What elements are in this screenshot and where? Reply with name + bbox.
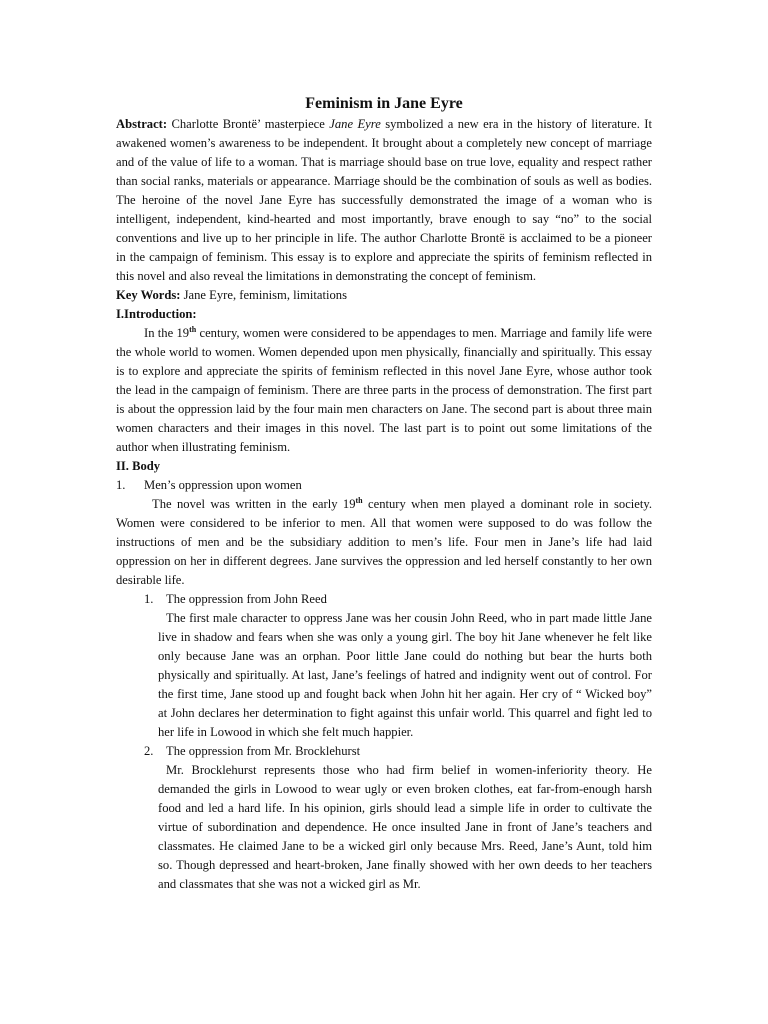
subsection-2-number: 2. [144,744,154,758]
keywords-paragraph [116,286,652,305]
keywords-label: Key Words: [116,288,181,302]
subsection-item-1 [116,590,652,609]
subsection-2-title: The oppression from Mr. Brocklehurst [166,744,361,758]
keywords-text: Jane Eyre, feminism, limitations [180,288,347,302]
intro-heading [116,305,652,324]
section-item-1 [116,476,652,495]
section-1-paragraph [116,495,652,590]
subsection-1-paragraph: The first male character to oppress Jane was her cousin John Reed, who in part made little Jane live in shadow and fears when she was only a young girl. The boy hit Jane whenever he felt like only because Jane was an orphan. Poor little Jane could do nothing but bear the hurts both physically and spiritually. At last, Jane’s feelings of hatred and indignity went out of control. For the first time, Jane stood up and fought back when John hit her again. Her cry of “ Wicked boy” at John declares her determination to fight against this unfair world. This quarrel and fight led to her life in Lowood in which she felt much happier. [158,611,652,739]
intro-text-before: In the 19 [144,326,190,340]
abstract-italic-title: Jane Eyre [329,117,381,131]
section-item-1-number: 1. [116,478,126,492]
intro-paragraph [116,324,652,457]
subsection-1-title: The oppression from John Reed [166,592,327,606]
abstract-paragraph [116,115,652,286]
section-1-text-before: The novel was written in the early 19 [152,497,356,511]
section-1-text-after: century when men played a dominant role in society. Women were considered to be inferior to men. All that women were supposed to do was follow the instructions of men and be the subsidiary addition to men’s life. Four men in Jane’s life had laid oppression on her in different degrees. Jane survives the oppression and led herself constantly to her own desirable life. [116,497,652,587]
section-item-1-title: Men’s oppression upon women [144,478,302,492]
intro-superscript: th [189,324,197,334]
body-heading-text: II. Body [116,459,161,473]
subsection-1-number: 1. [144,592,154,606]
subsection-2-paragraph: Mr. Brocklehurst represents those who had firm belief in women-inferiority theory. He demanded the girls in Lowood to wear ugly or even broken clothes, eat far-from-enough harsh food and led a hard life. In his opinion, girls should lead a simple life in order to cultivate the virtue of subordination and dependence. He once insulted Jane in front of Jane’s teachers and classmates. He claimed Jane to be a wicked girl only because Mrs. Reed, Jane’s Aunt, told him so. Though depressed and heart-broken, Jane finally showed with her own deeds to her teachers and classmates that she was not a wicked girl as Mr. [158,763,652,891]
document-page [116,94,652,894]
section-1-superscript: th [355,495,363,505]
body-heading [116,457,652,476]
abstract-text-before: Charlotte Brontë’ masterpiece [167,117,330,131]
abstract-label: Abstract: [116,117,168,131]
intro-heading-text: I.Introduction: [116,307,197,321]
subsection-item-2 [116,742,652,761]
abstract-text-after: symbolized a new era in the history of literature. It awakened women’s awareness to be independent. It brought about a completely new concept of marriage and of the value of life to a woman. That is marriage should base on true love, equality and respect rather than social ranks, materials or appearance. Marriage should be the combination of souls as well as bodies. The heroine of the novel Jane Eyre has successfully demonstrated the image of a woman who is intelligent, independent, kind-hearted and most importantly, brave enough to say “no” to the social conventions and live up to her principle in life. The author Charlotte Brontë is acclaimed to be a pioneer in the campaign of feminism. This essay is to explore and appreciate the spirits of feminism reflected in this novel and also reveal the limitations in demonstrating the concept of feminism. [116,117,652,283]
intro-text-after: century, women were considered to be appendages to men. Marriage and family life were the whole world to women. Women depended upon men physically, financially and spiritually. This essay is to explore and appreciate the spirits of feminism reflected in this novel Jane Eyre, whose author took the lead in the campaign of feminism. There are three parts in the process of demonstration. The first part is about the oppression laid by the four main men characters on Jane. The second part is about three main women characters and their images in this novel. The last part is to point out some limitations of the author when illustrating feminism. [116,326,652,454]
document-title: Feminism in Jane Eyre [305,95,463,112]
